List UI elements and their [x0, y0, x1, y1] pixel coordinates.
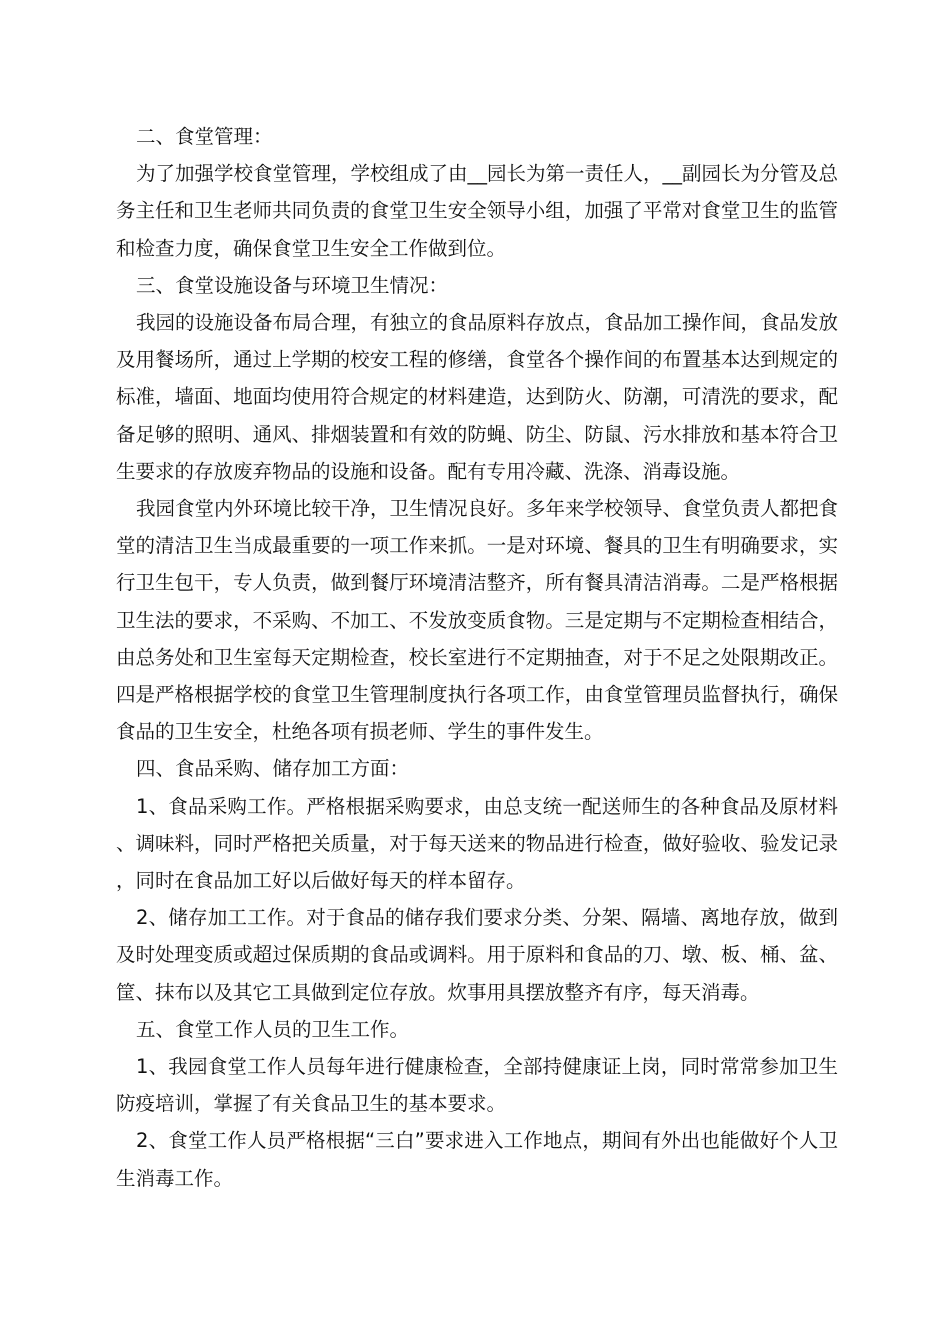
section-heading-facilities-hygiene: 三、食堂设施设备与环境卫生情况：	[136, 273, 449, 297]
section-heading-canteen-management: 二、食堂管理：	[136, 125, 273, 148]
section-heading-staff-hygiene: 五、食堂工作人员的卫生工作。	[136, 1017, 410, 1041]
paragraph-environment-hygiene: 我园食堂内外环境比较干净，卫生情况良好。多年来学校领导、食堂负责人都把食堂的清洁卫生当成最重要的一项工作来抓。一是对环境、餐具的卫生有明确要求，实行卫生包干，专人负责，做到餐厅环境清洁整齐，所有餐具清洁消毒。二是严格根据卫生法的要求，不采购、不加工、不发放变质食物。三是定期与不定期检查相结合，由总务处和卫生室每天定期检查，校长室进行不定期抽查，对于不足之处限期改正。四是严格根据学校的食堂卫生管理制度执行各项工作，由食堂管理员监督执行，确保食品的卫生安全，杜绝各项有损老师、学生的事件发生。	[116, 497, 839, 744]
paragraph-storage-processing: 2、储存加工工作。对于食品的储存我们要求分类、分架、隔墙、离地存放，做到及时处理变质或超过保质期的食品或调料。用于原料和食品的刀、墩、板、桶、盆、筐、抹布以及其它工具做到定位存放。炊事用具摆放整齐有序，每天消毒。	[116, 906, 838, 1004]
section-heading-procurement-storage: 四、食品采购、储存加工方面：	[136, 757, 410, 781]
paragraph-procurement: 1、食品采购工作。严格根据采购要求，由总支统一配送师生的各种食品及原材料、调味料，同时严格把关质量，对于每天送来的物品进行检查，做好验收、验发记录，同时在食品加工好以后做好每天的样本留存。	[116, 794, 838, 893]
document-body	[116, 118, 838, 1197]
paragraph-staff-work-attire: 2、食堂工作人员严格根据“三白”要求进入工作地点，期间有外出也能做好个人卫生消毒工作。	[116, 1129, 838, 1190]
paragraph-canteen-management: 为了加强学校食堂管理，学校组成了由__园长为第一责任人，__副园长为分管及总务主任和卫生老师共同负责的食堂卫生安全领导小组，加强了平常对食堂卫生的监管和检查力度，确保食堂卫生安全工作做到位。	[116, 162, 839, 260]
paragraph-staff-health-check: 1、我园食堂工作人员每年进行健康检查，全部持健康证上岗，同时常常参加卫生防疫培训，掌握了有关食品卫生的基本要求。	[116, 1055, 838, 1116]
paragraph-facilities-layout: 我园的设施设备布局合理，有独立的食品原料存放点，食品加工操作间，食品发放及用餐场所，通过上学期的校安工程的修缮，食堂各个操作间的布置基本达到规定的标准，墙面、地面均使用符合规定的材料建造，达到防火、防潮，可清洗的要求，配备足够的照明、通风、排烟装置和有效的防蝇、防尘、防鼠、污水排放和基本符合卫生要求的存放废弃物品的设施和设备。配有专用冷藏、洗涤、消毒设施。	[116, 311, 839, 483]
